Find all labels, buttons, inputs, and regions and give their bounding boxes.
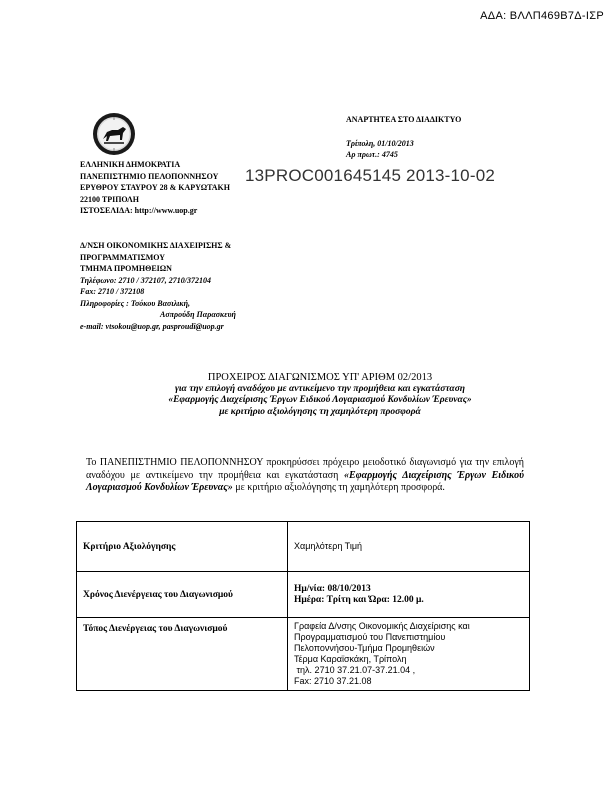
dept-line-2: ΠΡΟΓΡΑΜΜΑΤΙΣΜΟΥ [80, 252, 166, 262]
place-line: Προγραμματισμού του Πανεπιστημίου [294, 632, 446, 642]
place-line: τηλ. 2710 37.21.07-37.21.04 , [294, 665, 416, 675]
proc-stamp: 13PROC001645145 2013-10-02 [245, 166, 495, 185]
title-line-1: ΠΡΟΧΕΙΡΟΣ ΔΙΑΓΩΝΙΣΜΟΣ ΥΠ' ΑΡΙΘΜ 02/2013 [207, 372, 433, 383]
row-key-time: Χρόνος Διενέργειας του Διαγωνισμού [77, 572, 288, 618]
place-line: Τέρμα Καραϊσκάκη, Τρίπολη [294, 654, 407, 664]
intro-paragraph [86, 457, 524, 495]
place-line: Πελοποννήσου-Τμήμα Προμηθειών [294, 643, 435, 653]
dept-phone: Τηλέφωνο: 2710 / 372107, 2710/372104 [80, 275, 211, 285]
org-line-1: ΕΛΛΗΝΙΚΗ ΔΗΜΟΚΡΑΤΙΑ [80, 160, 181, 169]
row-key-criterion: Κριτήριο Αξιολόγησης [77, 522, 288, 572]
row-value-criterion: Χαμηλότερη Τιμή [288, 522, 530, 572]
dept-email: e-mail: vtsokou@uop.gr, pasproudi@uop.gr [80, 321, 224, 331]
table-row [77, 522, 530, 572]
time-day: Ημέρα: Τρίτη και Ώρα: 12.00 μ. [294, 594, 424, 605]
org-line-2: ΠΑΝΕΠΙΣΤΗΜΙΟ ΠΕΛΟΠΟΝΝΗΣΟΥ [80, 171, 219, 181]
row-key-place: Τόπος Διενέργειας του Διαγωνισμού [77, 618, 288, 691]
dept-block [80, 240, 236, 332]
place-line: Γραφεία Δ/νσης Οικονομικής Διαχείρισης και [294, 621, 470, 631]
post-label: ΑΝΑΡΤΗΤΕΑ ΣΤΟ ΔΙΑΔΙΚΤΥΟ [346, 115, 462, 124]
date-line: Τρίπολη, 01/10/2013 [346, 139, 414, 148]
title-line-3: «Εφαρμογής Διαχείρισης Έργων Ειδικού Λογαριασμού Κονδυλίων Έρευνας» [168, 395, 472, 405]
row-value-place [288, 618, 530, 691]
org-line-3: ΕΡΥΘΡΟΥ ΣΤΑΥΡΟΥ 28 & ΚΑΡΥΩΤΑΚΗ [80, 183, 230, 192]
dept-fax: Fax: 2710 / 372108 [80, 287, 145, 296]
dept-line-1: Δ/ΝΣΗ ΟΙΚΟΝΟΜΙΚΗΣ ΔΙΑΧΕΙΡΙΣΗΣ & [80, 241, 232, 250]
para-part-1: Το ΠΑΝΕΠΙΣΤΗΜΙΟ ΠΕΛΟΠΟΝΝΗΣΟΥ προκηρύσσει πρόχειρο μειοδοτικό διαγωνισμό για την επιλογή αναδόχου με αντικείμενο την προμήθεια και εγκατάσταση [86, 457, 524, 481]
table-row [77, 572, 530, 618]
org-website: ΙΣΤΟΣΕΛΙΔΑ: http://www.uop.gr [80, 206, 198, 215]
org-block [80, 159, 230, 217]
dept-info-1: Πληροφορίες : Τσόκου Βασιλική, [80, 298, 190, 308]
post-header [346, 114, 461, 160]
org-line-4: 22100 ΤΡΙΠΟΛΗ [80, 194, 140, 204]
title-line-2: για την επιλογή αναδόχου με αντικείμενο την προμήθεια και εγκατάσταση [174, 383, 466, 394]
university-seal-icon [92, 112, 136, 156]
protocol-line: Αρ πρωτ.: 4745 [346, 150, 398, 159]
place-line: Fax: 2710 37.21.08 [294, 676, 372, 686]
ada-code: ΑΔΑ: ΒΛΛΠ469Β7Δ-ΙΣΡ [480, 10, 604, 22]
dept-info-2: Ασπρούδη Παρασκευή [160, 310, 236, 319]
dept-line-3: ΤΜΗΜΑ ΠΡΟΜΗΘΕΙΩΝ [80, 264, 172, 273]
para-bold: «Εφαρμογής Διαχείρισης Έργων Ειδικού Λογαριασμού Κονδυλίων Έρευνας» [86, 469, 524, 493]
para-part-2: με κριτήριο αξιολόγησης τη χαμηλότερη προσφορά. [232, 482, 445, 493]
row-value-time [288, 572, 530, 618]
tender-info-table [76, 521, 530, 691]
document-title [60, 372, 580, 418]
table-row [77, 618, 530, 691]
time-date: Ημ/νία: 08/10/2013 [294, 583, 371, 594]
title-line-4: με κριτήριο αξιολόγησης τη χαμηλότερη προσφορά [219, 406, 421, 417]
